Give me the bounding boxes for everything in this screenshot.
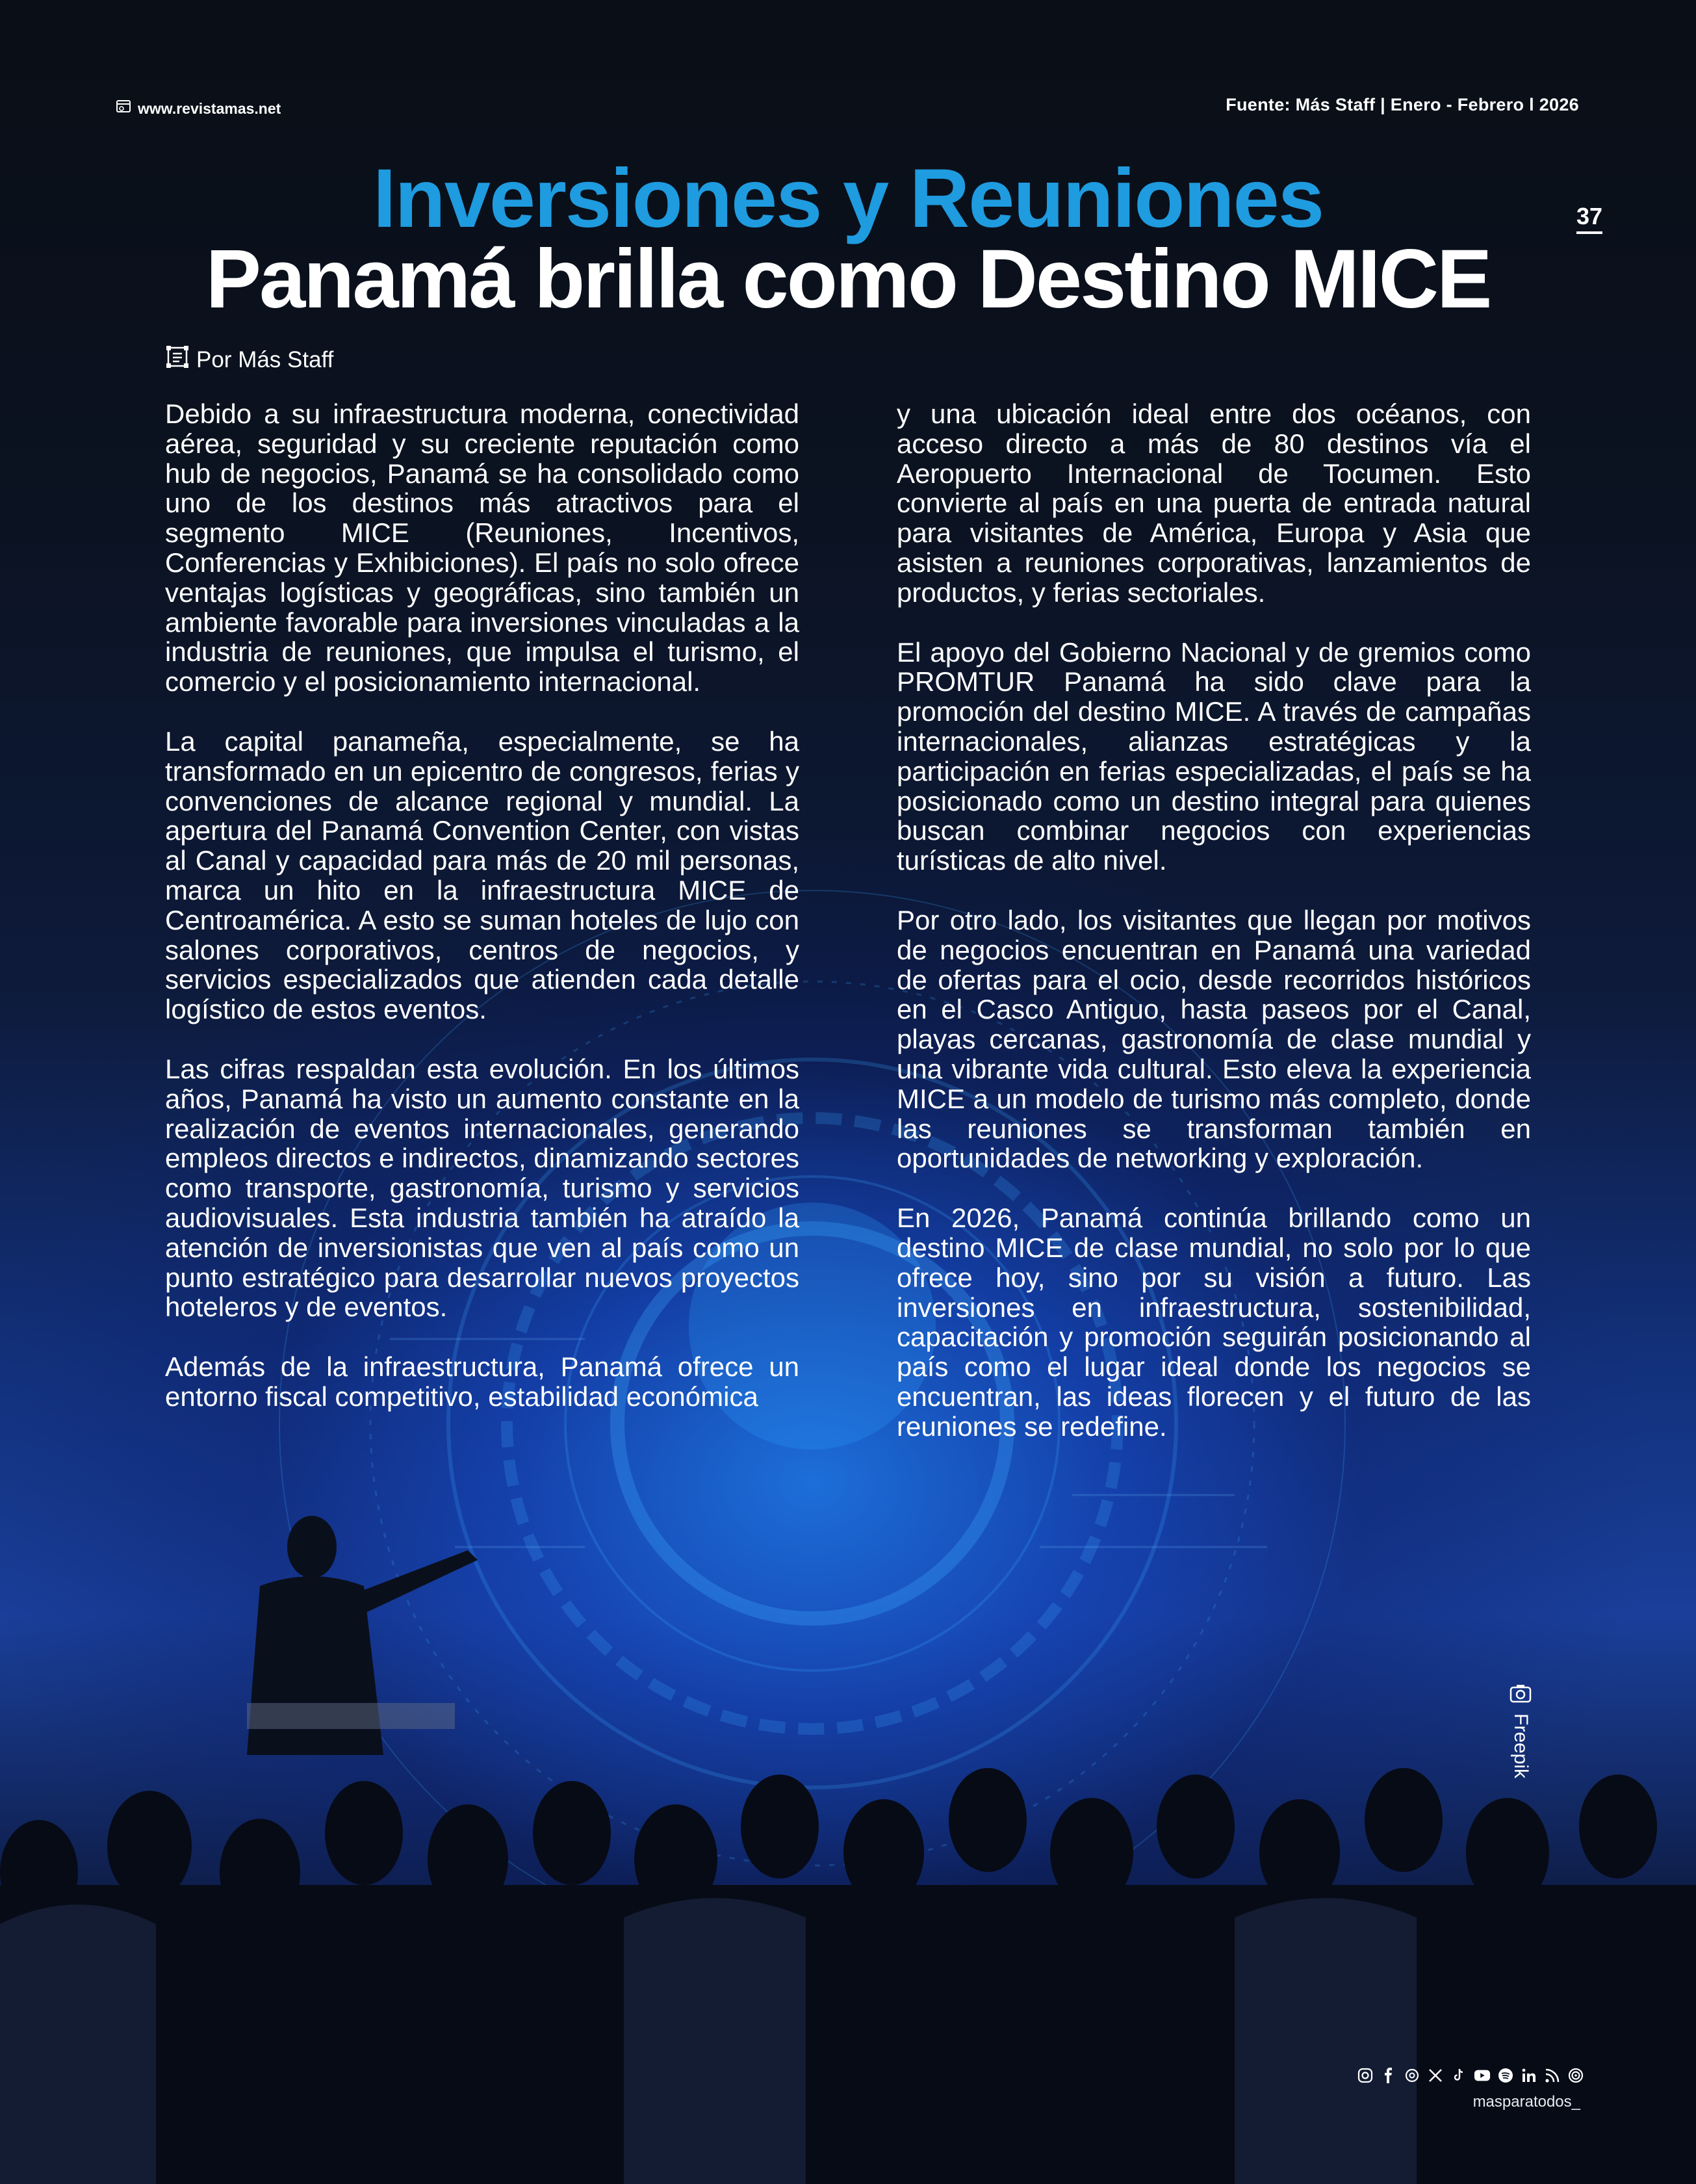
spotify-icon[interactable] — [1497, 2067, 1514, 2084]
paragraph: El apoyo del Gobierno Nacional y de gremios como PROMTUR Panamá ha sido clave para la promoción del destino MICE. A través de campañas internacionales, alianzas estratégicas y la participación en ferias especializadas, el país se ha posicionado como un destino integral para quienes buscan combinar negocios con experiencias turísticas de alto nivel. — [897, 636, 1531, 876]
social-icons — [1357, 2067, 1584, 2084]
paragraph: Además de la infraestructura, Panamá ofrece un entorno fiscal competitivo, estabilidad económica — [165, 1351, 799, 1412]
author-icon — [165, 344, 190, 375]
byline — [165, 344, 333, 375]
author-name: Por Más Staff — [196, 346, 334, 372]
paragraph: En 2026, Panamá continúa brillando como un destino MICE de clase mundial, no solo por lo que ofrece hoy, sino por su visión a futuro. Las inversiones en infraestructura, sostenibilidad, capacitación y promoción seguirán posicionando al país como el lugar ideal donde los negocios se encuentran, las ideas florecen y el futuro de las reuniones se redefine. — [897, 1202, 1531, 1442]
article-column-right — [897, 399, 1531, 1472]
website-url: www.revistamas.net — [138, 99, 281, 117]
facebook-icon[interactable] — [1380, 2067, 1397, 2084]
paragraph: y una ubicación ideal entre dos océanos, con acceso directo a más de 80 destinos vía el Aeropuerto Internacional de Tocumen. Esto convierte al país en una puerta de entrada natural para visitantes de América, Europa y Asia que asisten a reuniones corporativas, lanzamientos de productos, y ferias sectoriales. — [897, 398, 1531, 608]
instagram-icon[interactable] — [1357, 2067, 1374, 2084]
rss-icon[interactable] — [1544, 2067, 1561, 2084]
web-icon — [116, 99, 131, 118]
social-handle: masparatodos_ — [1472, 2093, 1580, 2111]
podcast-icon[interactable] — [1567, 2067, 1584, 2084]
x-icon[interactable] — [1427, 2067, 1444, 2084]
linkedin-icon[interactable] — [1521, 2067, 1537, 2084]
issue-source: Fuente: Más Staff | Enero - Febrero l 2026 — [1226, 95, 1579, 114]
paragraph: Las cifras respaldan esta evolución. En los últimos años, Panamá ha visto un aumento constante en la realización de eventos internacionales, generando empleos directos e indirectos, dinamizando sectores como transporte, gastronomía, turismo y servicios audiovisuales. Esta industria también ha atraído la atención de inversionistas que ven al país como un punto estratégico para desarrollar nuevos proyectos hoteleros y de eventos. — [165, 1053, 799, 1323]
article-title: Panamá brilla como Destino MICE — [205, 233, 1491, 326]
photo-credit-text: Freepik — [1510, 1713, 1532, 1779]
paragraph: La capital panameña, especialmente, se ha transformado en un epicentro de congresos, ferias y convenciones de alcance regional y mundial. La apertura del Panamá Convention Center, con vistas al Canal y capacidad para más de 20 mil personas, marca un hito en la infraestructura MICE de Centroamérica. A esto se suman hoteles de lujo con salones corporativos, centros de negocios, y servicios especializados que atienden cada detalle logístico de estos eventos. — [165, 725, 799, 1025]
tiktok-icon[interactable] — [1450, 2067, 1467, 2084]
article-kicker: Inversiones y Reuniones — [372, 152, 1324, 245]
paragraph: Por otro lado, los visitantes que llegan por motivos de negocios encuentran en Panamá una variedad de ofertas para el ocio, desde recorridos históricos en el Casco Antiguo, hasta paseos por el Canal, playas cercanas, gastronomía de clase mundial y una vibrante vida cultural. Esto eleva la experiencia MICE a un modelo de turismo más completo, donde las reuniones se transforman también en oportunidades de networking y exploración. — [897, 904, 1531, 1174]
camera-icon — [1509, 1682, 1532, 1706]
paragraph: Debido a su infraestructura moderna, conectividad aérea, seguridad y su creciente reputación como hub de negocios, Panamá se ha consolidado como uno de los destinos más atractivos para el segmento MICE (Reuniones, Incentivos, Conferencias y Exhibiciones). El país no solo ofrece ventajas logísticas y geográficas, sino también un ambiente favorable para inversiones vinculadas a la industria de reuniones, que impulsa el turismo, el comercio y el posicionamiento internacional. — [165, 398, 799, 697]
youtube-icon[interactable] — [1474, 2067, 1491, 2084]
website-link[interactable] — [116, 99, 281, 118]
photo-credit — [1509, 1682, 1532, 1778]
article-column-left — [165, 399, 799, 1442]
threads-icon[interactable] — [1404, 2067, 1420, 2084]
page-number: 37 — [1576, 203, 1602, 234]
